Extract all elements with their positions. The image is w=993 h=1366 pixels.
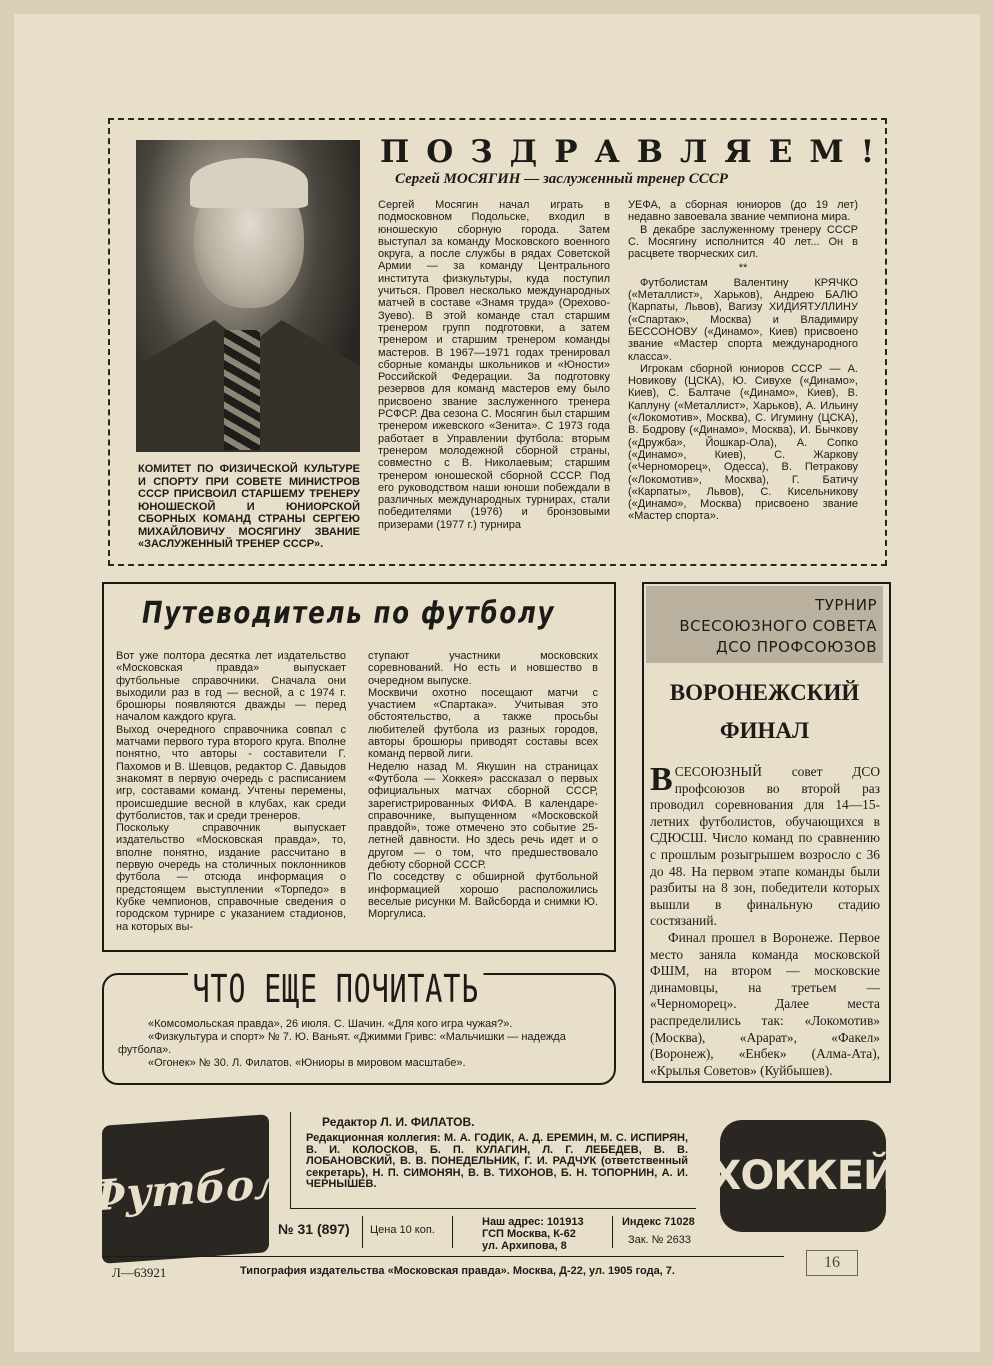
- address-line: ул. Архипова, 8: [482, 1240, 567, 1252]
- editor-line: Редактор Л. И. ФИЛАТОВ.: [322, 1115, 475, 1129]
- guide-title: Путеводитель по футболу: [142, 596, 556, 631]
- congrats-subtitle: Сергей МОСЯГИН — заслуженный тренер СССР: [395, 171, 728, 187]
- divider: [452, 1216, 453, 1248]
- address-line: Наш адрес: 101913: [482, 1216, 584, 1228]
- reading-item: «Комсомольская правда», 26 июля. С. Шачин. «Для кого игра чужая?».: [148, 1018, 513, 1030]
- tournament-header-line: ДСО ПРОФСОЮЗОВ: [716, 638, 877, 656]
- futbol-logo: Футбол: [102, 1114, 269, 1264]
- congrats-column-1: Сергей Мосягин начал играть в подмосковном Подольске, входил в юношескую сборную города. Затем выступал за команду Московского военного округа, а после службы в рядах Советской Армии — за команду Центрального института физкультуры, куда поступил учиться. Провел несколько международных матчей в составе «Знамя труда» (Орехово-Зуево). В этой команде стал старшим тренером групп подготовки, а затем тренером и старшим тренером команды мастеров. В 1967—1971 годах тренировал сборные команды школьников и «Юности» Российской Федерации. За подготовку резервов для команд мастеров ему было присвоено звание заслуженного тренера РСФСР. Два сезона С. Мосягин был старшим тренером ижевского «Зенита». С 1973 года работает в Управлении футбола: вторым тренером молодежной сборной страны, совместно с В. Николаевым; старшим тренером юношеской сборной СССР. Под его руководством наши юноши побеждали в различных международных турнирах, стали победителями (1976) и бронзовыми призерами (1977 г.) турнира: [378, 199, 610, 531]
- tournament-title-2: ФИНАЛ: [719, 718, 810, 743]
- printer-line: Типография издательства «Московская правда». Москва, Д-22, ул. 1905 года, 7.: [240, 1265, 675, 1277]
- hair-shape: [190, 158, 308, 208]
- congrats-title: ПОЗДРАВЛЯЕМ!: [380, 134, 892, 170]
- reading-list: [118, 1018, 598, 1070]
- portrait-photo: [136, 140, 360, 452]
- reading-title: ЧТО ЕЩЕ ПОЧИТАТЬ: [188, 967, 484, 1011]
- tournament-title-1: ВОРОНЕЖСКИЙ: [669, 680, 860, 705]
- photo-caption: КОМИТЕТ ПО ФИЗИЧЕСКОЙ КУЛЬТУРЕ И СПОРТУ ПРИ СОВЕТЕ МИНИСТРОВ СССР ПРИСВОИЛ СТАРШЕМУ ТРЕНЕРУ ЮНОШЕСКОЙ И ЮНИОРСКОЙ СБОРНЫХ КОМАНД СТРАНЫ СЕРГЕЮ МИХАЙЛОВИЧУ МОСЯГИНУ ЗВАНИЕ «ЗАСЛУЖЕННЫЙ ТРЕНЕР СССР».: [138, 463, 360, 550]
- editorial-board: Редакционная коллегия: М. А. ГОДИК, А. Д. ЕРЕМИН, М. С. ИСПИРЯН, В. И. КОЛОСКОВ, Б. П. КУЛАГИН, Л. Г. ЛЕБЕДЕВ, В. В. ЛОБАНОВСКИЙ, В. В. ПОНЕДЕЛЬНИК, Г. И. РАДЧУК (ответственный секретарь), Н. П. СИМОНЯН, В. В. ТИХОНОВ, Б. Н. ТОПОРНИН, А. И. ЧЕРНЫШЕВ.: [306, 1132, 688, 1191]
- price: Цена 10 коп.: [370, 1224, 435, 1236]
- congrats-col2-para-a: УЕФА, а сборная юниоров (до 19 лет) недавно завоевала звание чемпиона мира.: [628, 199, 858, 224]
- congrats-col2-para-d: Игрокам сборной юниоров СССР — А. Новикову (ЦСКА), Ю. Сивухе («Динамо», Киев), С. Балтаче («Динамо», Киев), В. Каплуну («Металлист», Харьков), А. Ильину («Локомотив», Москва), С. Игумину (ЦСКА), В. Бодрову («Динамо», Москва), И. Бычкову («Дружба», Йошкар-Ола), А. Сопко («Динамо», Киев), С. Жаркову («Черноморец», Одесса), В. Петракову («Локомотив», Москва), Г. Батичу («Карпаты», Львов), С. Кисельникову («Динамо», Москва) присвоено звание «Мастер спорта».: [628, 362, 858, 523]
- address: [482, 1216, 584, 1252]
- reading-item: «Огонек» № 30. Л. Филатов. «Юниоры в мировом масштабе».: [148, 1057, 466, 1069]
- congrats-col2-para-b: В декабре заслуженному тренеру СССР С. Мосягину исполнится 40 лет... Он в расцвете творческих сил.: [628, 223, 858, 261]
- subscription-index: Индекс 71028: [622, 1216, 695, 1228]
- stars-divider: **: [738, 262, 748, 275]
- footer-rule: [102, 1256, 784, 1257]
- tournament-header-line: ВСЕСОЮЗНОГО СОВЕТА: [679, 617, 877, 635]
- tournament-header: [646, 586, 883, 663]
- guide-column-2: ступают участники московских соревнований. Но есть и новшество в очередном выпуске. Москвичи охотно посещают матчи с участием «Спартака». Учитывая это обстоятельство, а также просьбы любителей футбола из разных городов, авторы брошюры приводят составы всех команд первой лиги. Неделю назад М. Якушин на страницах «Футбола — Хоккея» рассказал о первых официальных матчах сборной СССР, зарегистрированных ФИФА. В календаре-справочнике, выпущенном «Московской правдой», тоже отмечено это событие 25-летней давности. Но здесь речь идет и о другом — о том, что предшествовало дебюту сборной СССР. По соседству с обширной футбольной информацией хорошо расположились веселые рисунки М. Вайсборда и снимки Ю. Моргулиса.: [368, 650, 598, 921]
- divider: [362, 1216, 363, 1248]
- order-number: Зак. № 2633: [628, 1234, 692, 1246]
- page-number: 16: [806, 1250, 858, 1276]
- tournament-body: [650, 761, 880, 1079]
- hockey-logo: ХОККЕЙ: [720, 1120, 886, 1232]
- congrats-column-2: [628, 199, 858, 523]
- print-code: Л—63921: [112, 1265, 167, 1280]
- tournament-para-2: Финал прошел в Воронеже. Первое место заняла команда московской ФШМ, на втором — московские динамовцы, на третьем — «Черноморец». Далее места распределились так: «Локомотив» (Москва), «Арарат», «Факел» (Воронеж), «Енбек» (Алма-Ата), «Крылья Советов» (Куйбышев).: [650, 929, 880, 1078]
- guide-column-1: Вот уже полтора десятка лет издательство «Московская правда» выпускает футбольные справочники. Сначала они выходили раз в год — весной, а с 1974 г. брошюры появляются дважды — перед началом каждого круга. Выход очередного справочника совпал с матчами первого тура второго круга. Вполне понятно, что авторы - составители Г. Пахомов и В. Шевцов, редактор С. Давыдов знакомят в первую очередь с расписанием игр, составами команд. Учтены перемены, происшедшие весной в клубах, как среди футболистов, так и среди тренеров. Поскольку справочник выпускает издательство «Московская правда», то, вполне понятно, издание рассчитано в первую очередь на столичных поклонников футбола — отсюда информация о предстоящем выступлении «Торпедо» в Кубке чемпионов, справочные сведения о городском турнире с указанием стадионов, на которых вы-: [116, 650, 346, 933]
- divider: [612, 1216, 613, 1248]
- congrats-col2-para-c: Футболистам Валентину КРЯЧКО («Металлист», Харьков), Андрею БАЛЮ (Карпаты, Львов), Вагизу ХИДИЯТУЛЛИНУ («Спартак», Москва) и Владимиру БЕССОНОВУ («Динамо», Киев) присвоено звание «Мастер спорта международного класса».: [628, 276, 858, 363]
- drop-cap: В: [650, 761, 673, 798]
- tournament-header-line: ТУРНИР: [815, 596, 877, 614]
- tournament-para-1: СЕСОЮЗНЫЙ совет ДСО профсоюзов во второй раз проводил соревнования для 14—15-летних футболистов, обучающихся в СДЮСШ. Число команд по сравнению с прошлым розыгрышем возросло с 36 до 48. На первом этапе команды были разбиты на 8 зон, победители которых вышли в финальную стадию состязаний.: [650, 764, 880, 929]
- issue-number: № 31 (897): [278, 1221, 350, 1237]
- tie-shape: [224, 330, 260, 450]
- reading-item: «Физкультура и спорт» № 7. Ю. Ваньят. «Джимми Гривс: «Мальчишки — надежда футбола».: [118, 1031, 566, 1056]
- address-line: ГСП Москва, К-62: [482, 1228, 576, 1240]
